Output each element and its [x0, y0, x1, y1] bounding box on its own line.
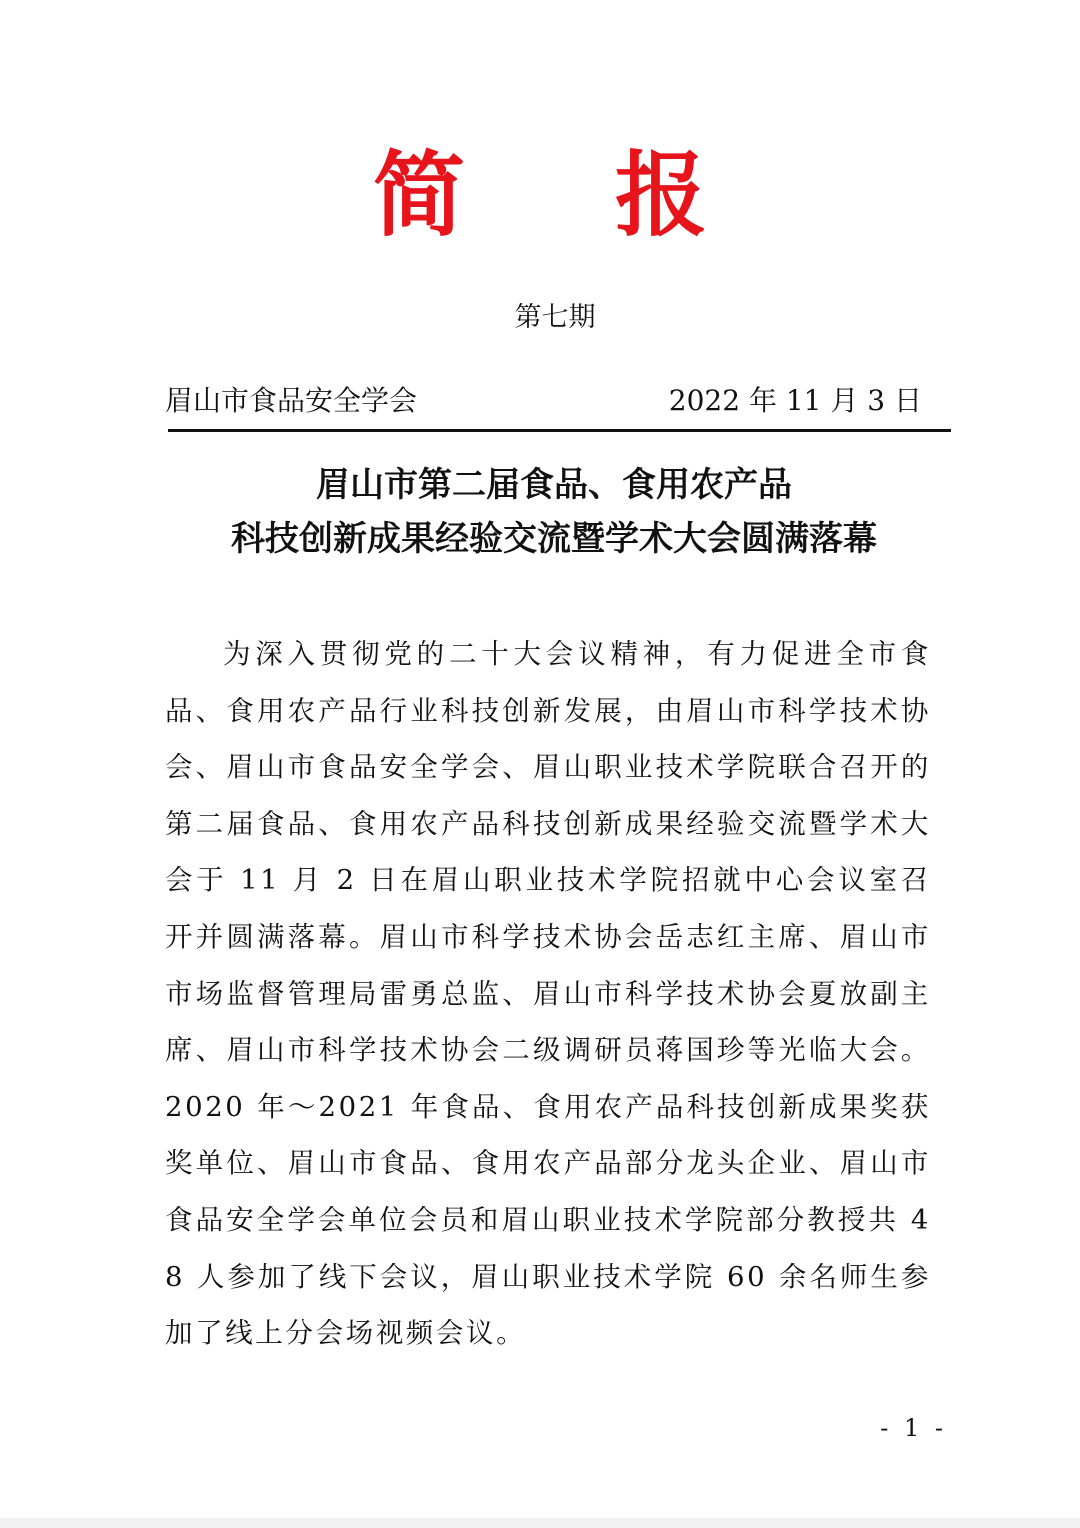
masthead-title: [0, 140, 1080, 250]
bottom-margin-strip: [0, 1518, 1080, 1528]
masthead-char-bao: 报: [615, 141, 708, 249]
article-headline: [0, 458, 1080, 566]
issue-date: 2022 年 11 月 3 日: [668, 384, 922, 417]
headline-line-2: 科技创新成果经验交流暨学术大会圆满落幕: [231, 519, 877, 559]
header-divider: [168, 429, 951, 432]
page-number: - 1 -: [880, 1414, 947, 1442]
issue-label: 第七期: [514, 302, 596, 333]
masthead-char-jian: 简: [372, 141, 465, 249]
headline-line-1: 眉山市第二届食品、食用农产品: [316, 465, 792, 505]
body-paragraph: 为深入贯彻党的二十大会议精神，有力促进全市食品、食用农产品行业科技创新发展，由眉山市科学技术协会、眉山市食品安全学会、眉山职业技术学院联合召开的第二届食品、食用农产品科技创新成果经验交流暨学术大会于 11 月 2 日在眉山职业技术学院招就中心会议室召开并圆满落幕。眉山市科学技术协会岳志红主席、眉山市市场监督管理局雷勇总监、眉山市科学技术协会夏放副主席、眉山市科学技术协会二级调研员蒋国珍等光临大会。2020 年～2021 年食品、食用农产品科技创新成果奖获奖单位、眉山市食品、食用农产品部分龙头企业、眉山市食品安全学会单位会员和眉山职业技术学院部分教授共 48 人参加了线下会议，眉山职业技术学院 60 余名师生参加了线上分会场视频会议。: [165, 638, 931, 1350]
issuing-organization: 眉山市食品安全学会: [165, 384, 418, 417]
